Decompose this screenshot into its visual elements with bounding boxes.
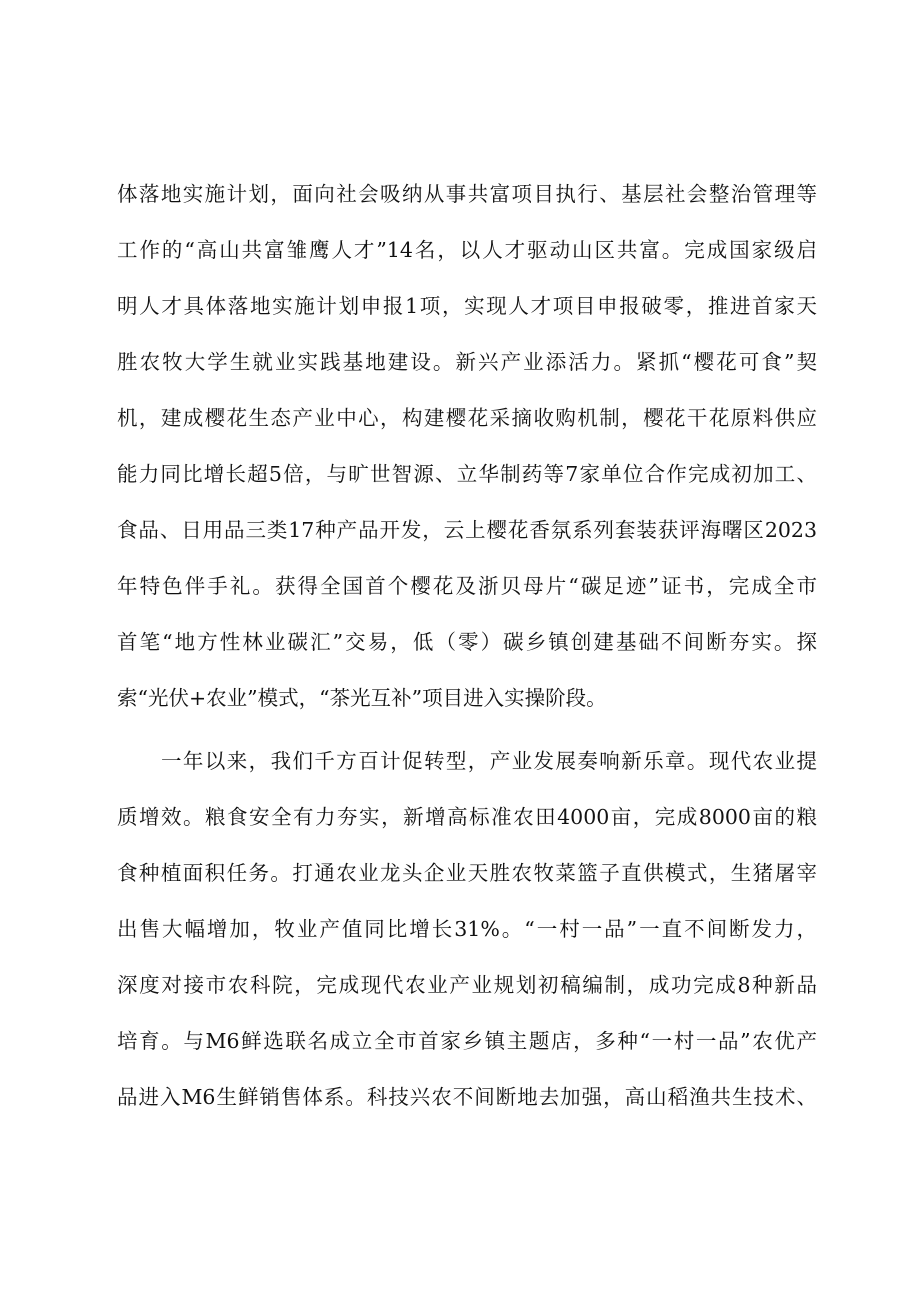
text-line: 体落地实施计划，面向社会吸纳从事共富项目执行、基层社会整治管理等: [117, 182, 817, 206]
text-line: 食种植面积任务。打通农业龙头企业天胜农牧菜篮子直供模式，生猪屠宰: [117, 861, 817, 885]
text-line: 食品、日用品三类17种产品开发，云上樱花香氛系列套装获评海曙区2023: [117, 518, 817, 542]
text-line: 深度对接市农科院，完成现代农业产业规划初稿编制，成功完成8种新品: [117, 973, 817, 997]
text-line: 工作的“高山共富雏鹰人才”14名，以人才驱动山区共富。完成国家级启: [117, 238, 817, 262]
paragraph-first-line: 一年以来，我们千方百计促转型，产业发展奏响新乐章。现代农业提: [161, 749, 817, 773]
text-line: 机，建成樱花生态产业中心，构建樱花采摘收购机制，樱花干花原料供应: [117, 406, 817, 430]
text-line: 品进入M6生鲜销售体系。科技兴农不间断地去加强，高山稻渔共生技术、: [117, 1085, 817, 1109]
text-line: 年特色伴手礼。获得全国首个樱花及浙贝母片“碳足迹”证书，完成全市: [117, 574, 817, 598]
text-line: 明人才具体落地实施计划申报1项，实现人才项目申报破零，推进首家天: [117, 294, 817, 318]
text-line: 出售大幅增加，牧业产值同比增长31%。“一村一品”一直不间断发力，: [117, 917, 817, 941]
text-line: 胜农牧大学生就业实践基地建设。新兴产业添活力。紧抓“樱花可食”契: [117, 350, 817, 374]
paragraph-end-line: 索“光伏+农业”模式，“茶光互补”项目进入实操阶段。: [117, 686, 607, 710]
text-line: 培育。与M6鲜选联名成立全市首家乡镇主题店，多种“一村一品”农优产: [117, 1029, 817, 1053]
text-line: 能力同比增长超5倍，与旷世智源、立华制药等7家单位合作完成初加工、: [117, 462, 817, 486]
text-line: 质增效。粮食安全有力夯实，新增高标准农田4000亩，完成8000亩的粮: [117, 805, 817, 829]
text-line: 首笔“地方性林业碳汇”交易，低（零）碳乡镇创建基础不间断夯实。探: [117, 630, 817, 654]
